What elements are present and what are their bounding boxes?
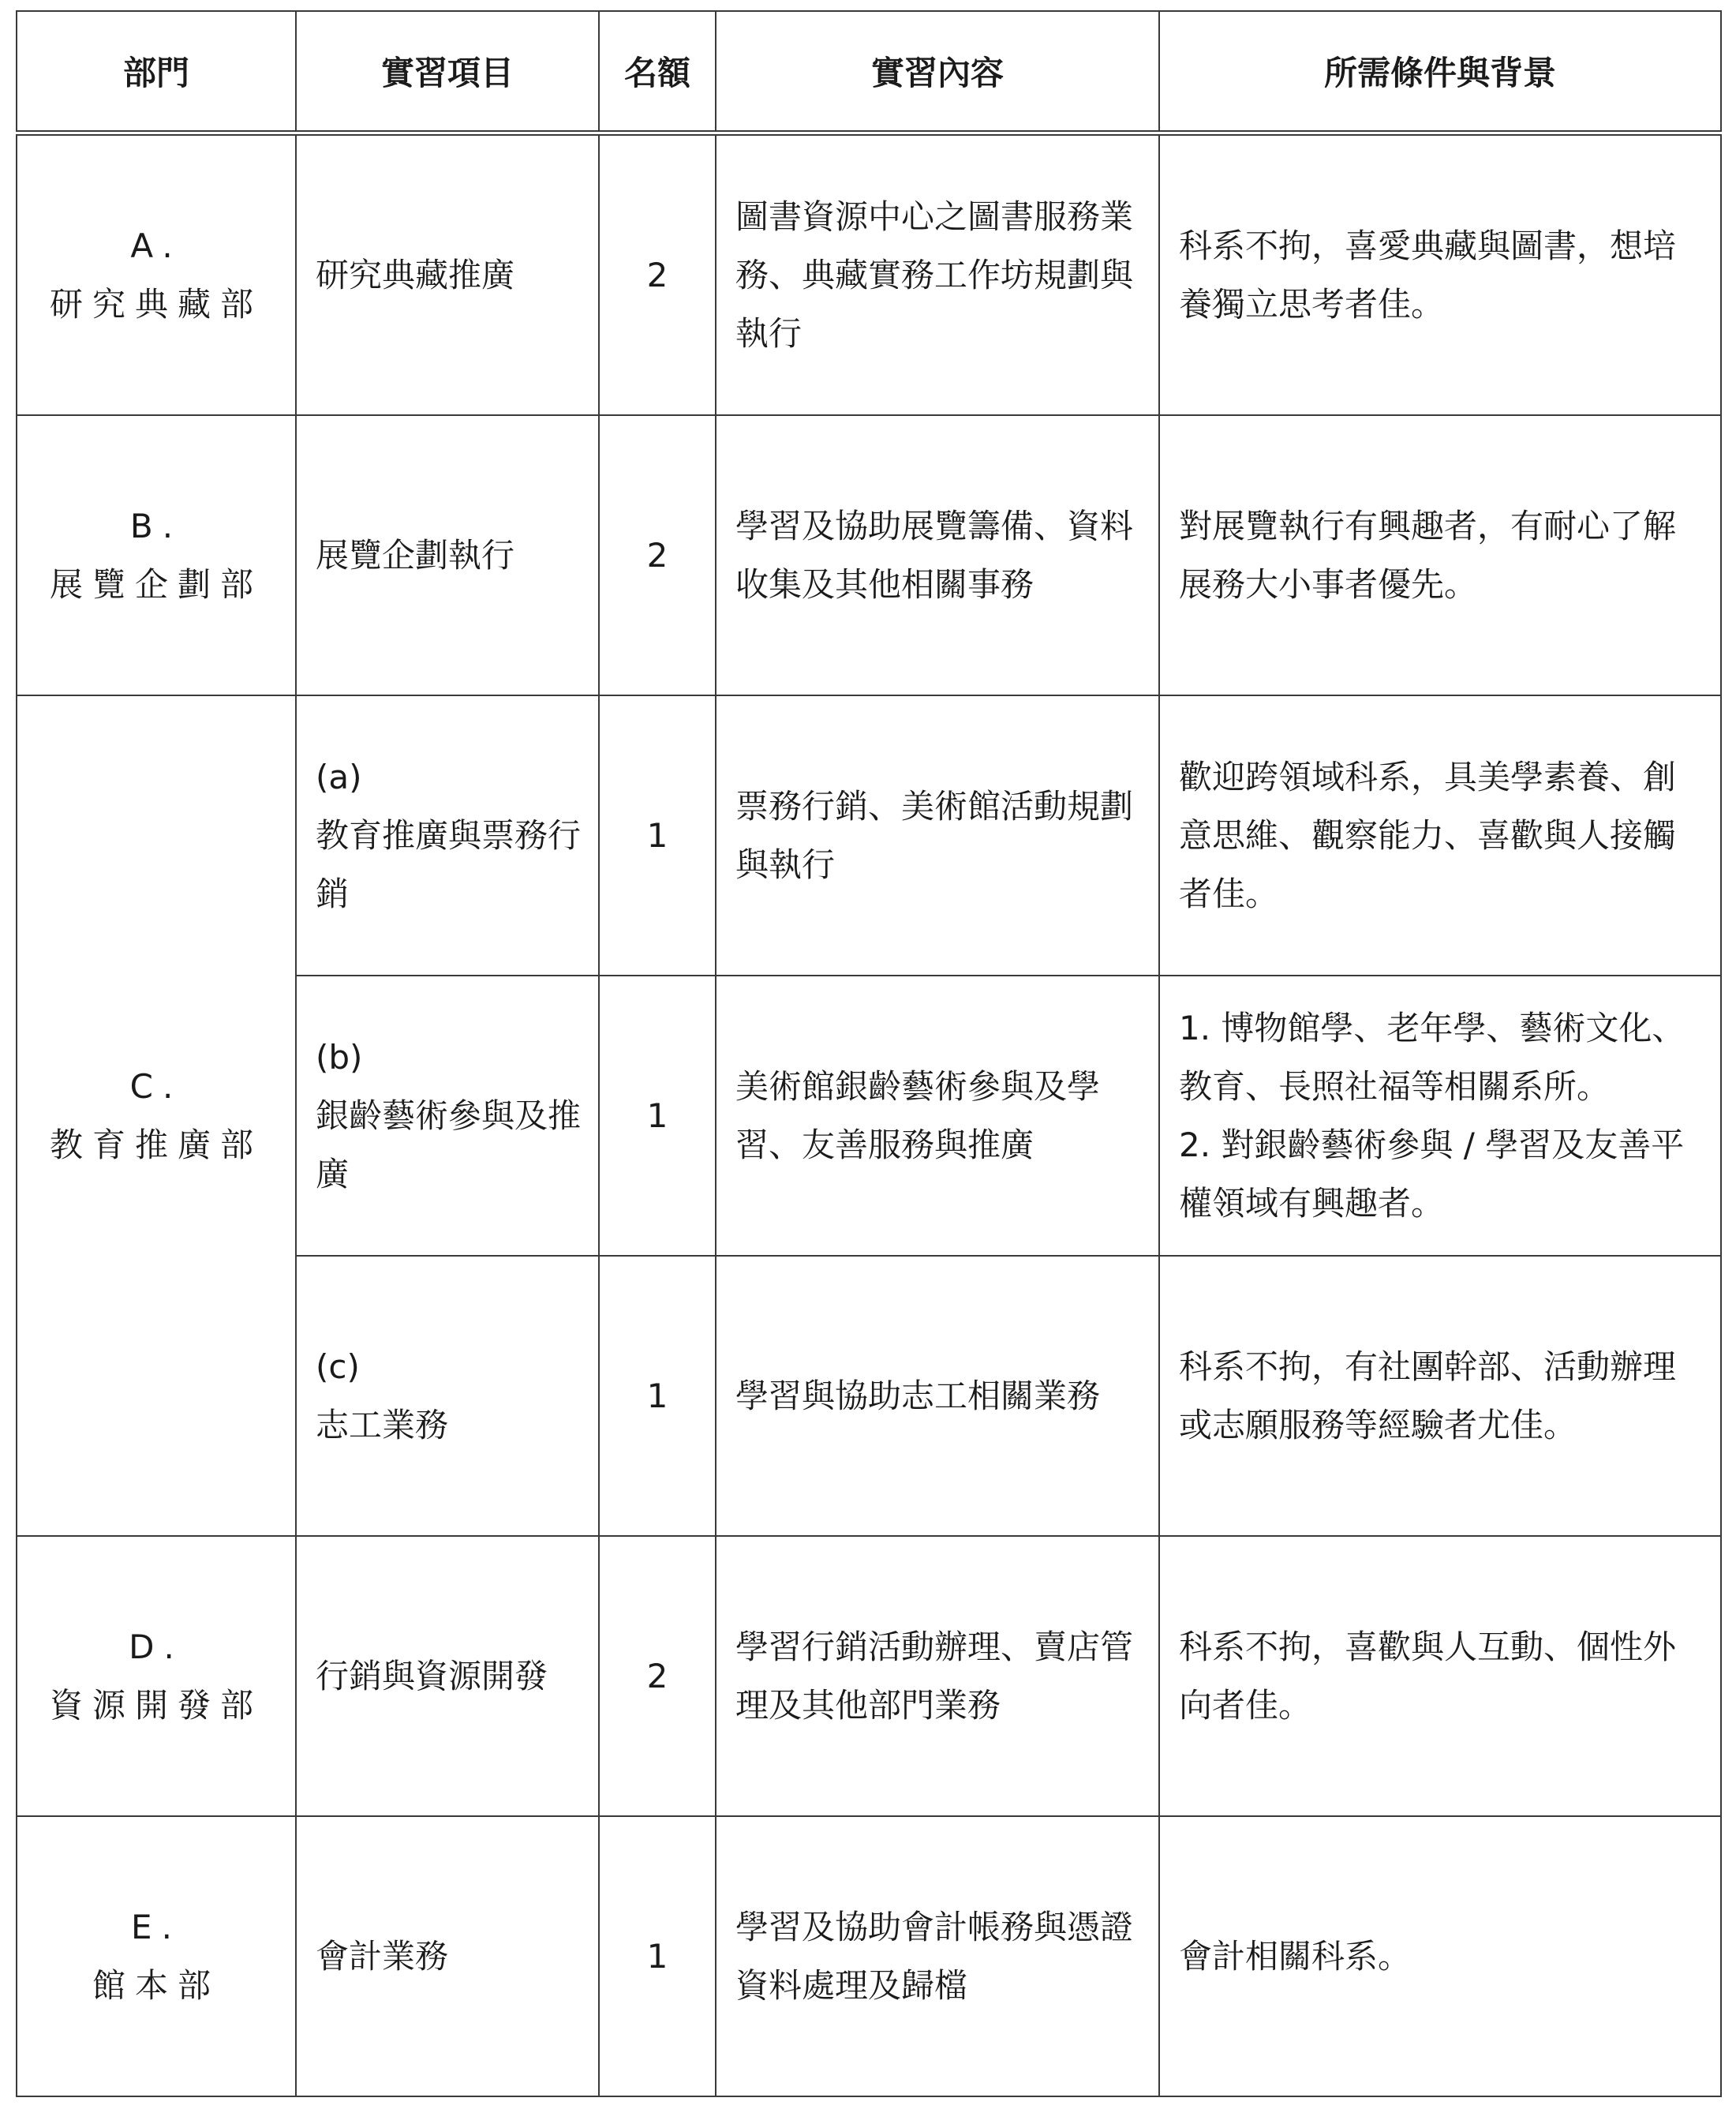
internship-content: 學習及協助會計帳務與憑證資料處理及歸檔: [716, 1816, 1159, 2096]
internship-item: 志工業務: [316, 1405, 449, 1444]
internship-item: 教育推廣與票務行銷: [316, 815, 582, 913]
department-cell: [17, 695, 296, 1536]
department-code: D.: [129, 1627, 184, 1666]
internship-table: [16, 10, 1722, 2097]
department-name: 研究典藏部: [49, 284, 263, 324]
internship-item: 研究典藏推廣: [296, 133, 599, 416]
table-row: [17, 695, 1721, 976]
header-department: 部門: [17, 11, 296, 133]
quota-value: 1: [599, 1256, 716, 1536]
department-code: A.: [130, 226, 182, 265]
requirements: 歡迎跨領域科系，具美學素養、創意思維、觀察能力、喜歡與人接觸者佳。: [1159, 695, 1721, 976]
requirements: 科系不拘，喜愛典藏與圖書，想培養獨立思考者佳。: [1159, 133, 1721, 416]
department-name: 資源開發部: [49, 1685, 263, 1725]
internship-item: 展覽企劃執行: [296, 415, 599, 695]
department-cell: [17, 1816, 296, 2096]
item-prefix: (b): [316, 1037, 363, 1077]
department-cell: [17, 415, 296, 695]
item-prefix: (c): [316, 1347, 360, 1386]
table-row: [17, 1536, 1721, 1816]
department-name: 展覽企劃部: [49, 564, 263, 604]
quota-value: 2: [599, 133, 716, 416]
department-cell: [17, 1536, 296, 1816]
internship-content: 學習及協助展覽籌備、資料收集及其他相關事務: [716, 415, 1159, 695]
internship-content: 美術館銀齡藝術參與及學習、友善服務與推廣: [716, 976, 1159, 1256]
quota-value: 2: [599, 415, 716, 695]
internship-item: 行銷與資源開發: [296, 1536, 599, 1816]
header-internship-content: 實習內容: [716, 11, 1159, 133]
department-code: C.: [129, 1066, 183, 1106]
internship-item-cell: [296, 976, 599, 1256]
quota-value: 2: [599, 1536, 716, 1816]
quota-value: 1: [599, 976, 716, 1256]
item-prefix: (a): [316, 757, 362, 796]
internship-item: 會計業務: [296, 1816, 599, 2096]
internship-content: 票務行銷、美術館活動規劃與執行: [716, 695, 1159, 976]
internship-item-cell: [296, 1256, 599, 1536]
header-requirements: 所需條件與背景: [1159, 11, 1721, 133]
department-cell: [17, 133, 296, 416]
requirements-cell: [1159, 976, 1721, 1256]
header-row: [17, 11, 1721, 133]
header-internship-item: 實習項目: [296, 11, 599, 133]
department-code: E.: [131, 1907, 181, 1946]
requirements: 會計相關科系。: [1159, 1816, 1721, 2096]
internship-item: 銀齡藝術參與及推廣: [316, 1096, 582, 1193]
internship-item-cell: [296, 695, 599, 976]
internship-content: 學習與協助志工相關業務: [716, 1256, 1159, 1536]
requirement-item: 2. 對銀齡藝術參與 / 學習及友善平權領域有興趣者。: [1179, 1125, 1685, 1223]
quota-value: 1: [599, 695, 716, 976]
department-name: 館本部: [92, 1965, 220, 2005]
quota-value: 1: [599, 1816, 716, 2096]
header-quota: 名額: [599, 11, 716, 133]
requirements: 科系不拘，喜歡與人互動、個性外向者佳。: [1159, 1536, 1721, 1816]
table-row: [17, 1816, 1721, 2096]
requirements: 科系不拘，有社團幹部、活動辦理或志願服務等經驗者尤佳。: [1159, 1256, 1721, 1536]
table-row: [17, 133, 1721, 416]
requirements: 對展覽執行有興趣者，有耐心了解展務大小事者優先。: [1159, 415, 1721, 695]
department-name: 教育推廣部: [49, 1125, 263, 1164]
requirement-item: 1. 博物館學、老年學、藝術文化、教育、長照社福等相關系所。: [1179, 1008, 1685, 1106]
internship-content: 學習行銷活動辦理、賣店管理及其他部門業務: [716, 1536, 1159, 1816]
table-row: [17, 415, 1721, 695]
department-code: B.: [129, 506, 183, 545]
internship-content: 圖書資源中心之圖書服務業務、典藏實務工作坊規劃與執行: [716, 133, 1159, 416]
